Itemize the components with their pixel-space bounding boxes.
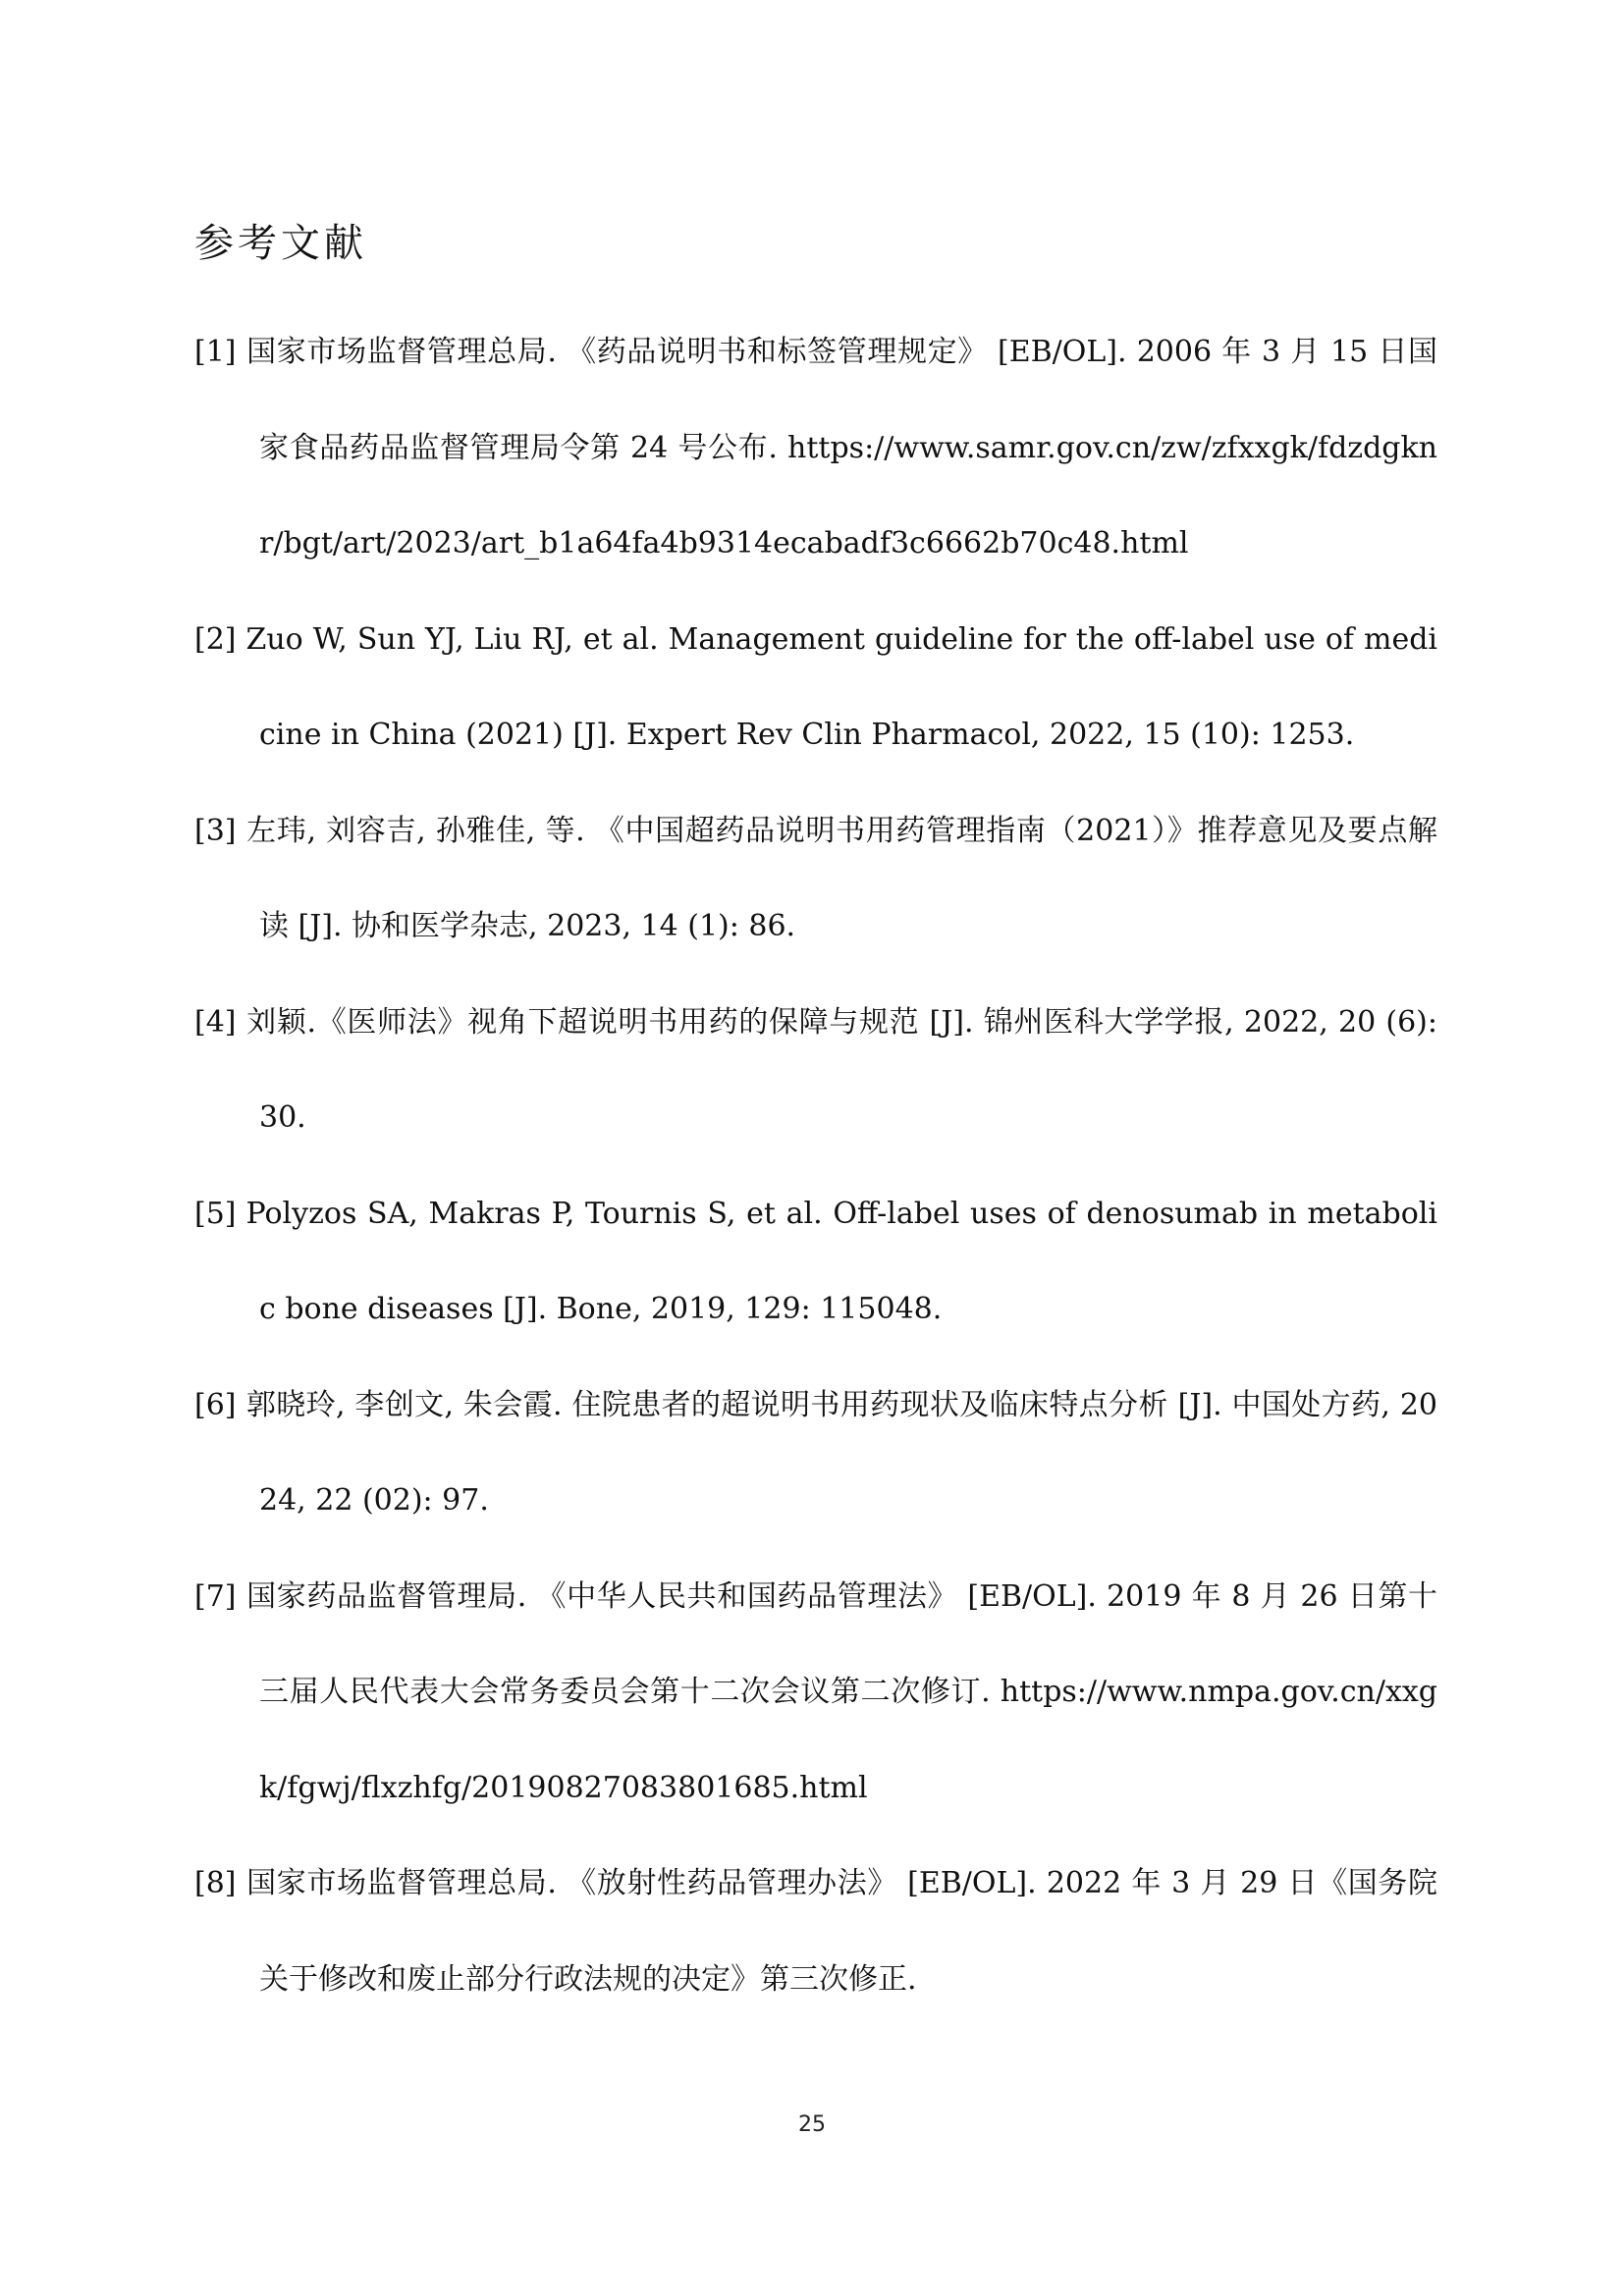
section-heading: 参考文献: [194, 221, 367, 266]
reference-text: 国家市场监督管理总局. 《放射性药品管理办法》 [EB/OL]. 2022 年 3 月 29 日《国务院关于修改和废止部分行政法规的决定》第三次修正.: [245, 1866, 1437, 1997]
reference-item: [194, 1836, 1437, 2027]
reference-text: 左玮, 刘容吉, 孙雅佳, 等. 《中国超药品说明书用药管理指南（2021）》推荐意见及要点解读 [J]. 协和医学杂志, 2023, 14 (1): 86.: [245, 813, 1437, 943]
reference-text: 刘颖.《医师法》视角下超说明书用药的保障与规范 [J]. 锦州医科大学学报, 2022, 20 (6): 30.: [245, 1004, 1437, 1135]
reference-text: Polyzos SA, Makras P, Tournis S, et al. Off-label uses of denosumab in metabolic bone diseases [J]. Bone, 2019, 129: 115048.: [245, 1196, 1437, 1326]
reference-number: [8]: [194, 1866, 237, 1900]
reference-number: [4]: [194, 1004, 237, 1040]
reference-number: [1]: [194, 335, 237, 369]
reference-item: [194, 592, 1437, 783]
reference-number: [5]: [194, 1196, 237, 1231]
reference-item: [194, 783, 1437, 975]
reference-text: Zuo W, Sun YJ, Liu RJ, et al. Management guideline for the off-label use of medicine in China (2021) [J]. Expert Rev Clin Pharmacol, 2022, 15 (10): 1253.: [245, 621, 1437, 752]
reference-text: 国家市场监督管理总局. 《药品说明书和标签管理规定》 [EB/OL]. 2006 年 3 月 15 日国家食品药品监督管理局令第 24 号公布. https://www.samr.gov.cn/zw/zfxxgk/fdzdgknr/bgt/art/2023/art_b1a64fa4b9314ecabadf3c6662b70c48.html: [245, 335, 1437, 561]
reference-number: [3]: [194, 813, 237, 848]
reference-text: 郭晓玲, 李创文, 朱会霞. 住院患者的超说明书用药现状及临床特点分析 [J]. 中国处方药, 2024, 22 (02): 97.: [245, 1387, 1437, 1518]
reference-item: [194, 1549, 1437, 1837]
reference-item: [194, 975, 1437, 1166]
page-number: 25: [798, 2112, 826, 2137]
reference-text: 国家药品监督管理局. 《中华人民共和国药品管理法》 [EB/OL]. 2019 年 8 月 26 日第十三届人民代表大会常务委员会第十二次会议第二次修订. https://www.nmpa.gov.cn/xxgk/fgwj/flxzhfg/20190827083801685.html: [245, 1578, 1437, 1805]
reference-number: [7]: [194, 1578, 237, 1614]
reference-item: [194, 1166, 1437, 1358]
reference-list: [194, 304, 1437, 2027]
reference-item: [194, 1358, 1437, 1549]
reference-item: [194, 304, 1437, 592]
reference-number: [6]: [194, 1387, 237, 1422]
reference-number: [2]: [194, 621, 237, 657]
